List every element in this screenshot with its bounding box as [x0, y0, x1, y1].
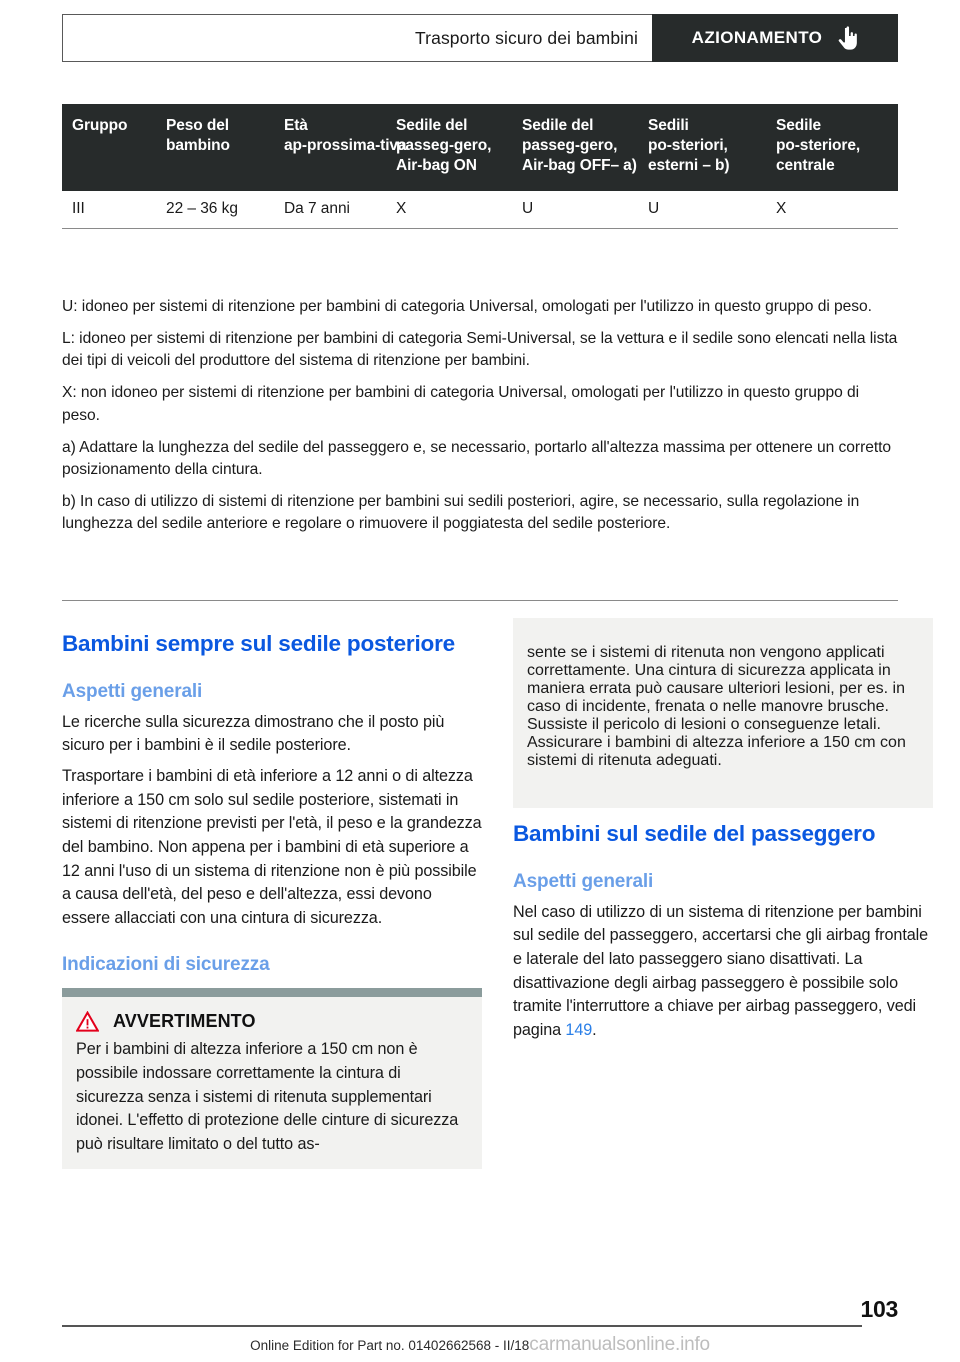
- table-legend-notes: [62, 296, 898, 545]
- page-header: [62, 14, 898, 62]
- table-cell: X: [396, 191, 522, 229]
- warning-box-body: [62, 997, 482, 1168]
- right-paragraph-1: [513, 901, 933, 1043]
- section-divider: [62, 600, 898, 601]
- table-cell: U: [522, 191, 648, 229]
- warning-text-part-1: Per i bambini di altezza inferiore a 150 cm non è possibile indossare correttamente la cintura di sicurezza senza i sistemi di ritenuta supplementari idonei. L'effetto di protezione delle cinture di sicurezza può risultare limitato o del tutto as-: [76, 1040, 459, 1153]
- table-cell: 22 – 36 kg: [166, 191, 284, 229]
- tab-azionamento[interactable]: [652, 14, 898, 62]
- table-header-cell: Sedili po‑steriori, esterni – b): [648, 117, 730, 174]
- tab-azionamento-label: AZIONAMENTO: [691, 28, 823, 47]
- breadcrumb-label: Trasporto sicuro dei bambini: [415, 27, 638, 48]
- warning-box-header: [76, 1011, 468, 1032]
- table-header-cell: Peso del bambino: [166, 117, 230, 154]
- warning-box: [62, 988, 482, 1168]
- table-header-cell: Sedile del passeg‑gero, Air‑bag OFF– a): [522, 117, 637, 174]
- right-paragraph-1-tail: .: [592, 1020, 597, 1039]
- table-header-cell: Età ap‑prossima‑tiva: [284, 117, 407, 154]
- edition-text: Online Edition for Part no. 01402662568 - II/18: [250, 1338, 530, 1353]
- table-cell: III: [62, 191, 166, 229]
- warning-triangle-icon: [76, 1011, 99, 1032]
- table-header-cell: Sedile del passeg‑gero, Air‑bag ON: [396, 117, 492, 174]
- legend-note-u: U: idoneo per sistemi di ritenzione per bambini di categoria Universal, omologati per l'utilizzo in questo gruppo di peso.: [62, 298, 872, 315]
- right-column: [513, 618, 933, 1043]
- subheading-aspetti-generali-left: Aspetti generali: [62, 680, 203, 702]
- legend-note-l: L: idoneo per sistemi di ritenzione per bambini di categoria Semi-Universal, se la vettura e il sedile sono elencati nella lista dei tipi di veicoli del produttore del sistema di ritenzione per bambini.: [62, 330, 898, 370]
- breadcrumb: [62, 14, 652, 62]
- pointing-hand-icon: [838, 26, 858, 50]
- footer-divider: [62, 1325, 862, 1327]
- child-seat-table-container: [62, 104, 898, 229]
- right-paragraph-1-text: Nel caso di utilizzo di un sistema di ritenzione per bambini sul sedile del passeggero, accertarsi che gli airbag frontale e laterale del lato passeggero siano disattivati. La disattivazione degli airbag passeggero è possibile solo tramite l'interruttore a chiave per airbag passeggero, vedi pagina: [513, 902, 929, 1039]
- left-paragraph-2: Trasportare i bambini di età inferiore a 12 anni o di altezza inferiore a 150 cm solo sul sedile posteriore, sistemati in sistemi di ritenzione previsti per l'età, il peso e la grandezza del bambino. Non appena per i bambini di età superiore a 12 anni l'uso di un sistema di ritenzione non è più possibile a causa dell'età, del peso e dell'altezza, essi devono essere allacciati con una cintura di sicurezza.: [62, 766, 482, 927]
- footer-text: [0, 1334, 960, 1356]
- page-number: 103: [860, 1296, 898, 1322]
- table-cell: X: [776, 191, 898, 229]
- content-columns: [62, 618, 929, 1278]
- left-column: [62, 618, 482, 1169]
- legend-note-x: X: non idoneo per sistemi di ritenzione per bambini di categoria Universal, omologati per l'utilizzo in questo gruppo di peso.: [62, 384, 860, 424]
- legend-note-b: b) In caso di utilizzo di sistemi di ritenzione per bambini sui sedili posteriori, agire, se necessario, sulla regolazione in lunghezza del sedile anteriore e regolare o rimuovere il poggiatesta del sedile posteriore.: [62, 492, 860, 533]
- legend-note-a: a) Adattare la lunghezza del sedile del passeggero e, se necessario, portarlo all'altezza massima per ottenere un corretto posizionamento della cintura.: [62, 438, 892, 478]
- warning-title: AVVERTIMENTO: [113, 1011, 256, 1032]
- table-cell: U: [648, 191, 776, 229]
- warning-box-top-bar: [62, 988, 482, 997]
- page-title-passenger-seat: Bambini sul sedile del passeggero: [513, 821, 876, 846]
- warning-text-part-2: sente se i sistemi di ritenuta non vengono applicati correttamente. Una cintura di sicurezza applicata in maniera errata può causare ulteriori lesioni, per es. in caso di incidente, frenata o nelle manovre brusche. Sussiste il pericolo di lesioni o conseguenze letali. Assicurare i bambini di altezza inferiore a 150 cm con sistemi di ritenuta adeguati.: [527, 644, 906, 769]
- table-header-cell: Gruppo: [72, 117, 128, 134]
- subheading-indicazioni-di-sicurezza: Indicazioni di sicurezza: [62, 953, 270, 975]
- table-header-cell: Sedile po‑steriore, centrale: [776, 117, 861, 174]
- table-cell: Da 7 anni: [284, 191, 396, 229]
- page-title-rear-seat: Bambini sempre sul sedile posteriore: [62, 631, 455, 656]
- subheading-aspetti-generali-right: Aspetti generali: [513, 870, 654, 892]
- table-header-row: [62, 104, 898, 191]
- left-paragraph-1: Le ricerche sulla sicurezza dimostrano che il posto più sicuro per i bambini è il sedile posteriore.: [62, 712, 445, 755]
- page-reference-link[interactable]: 149: [565, 1020, 593, 1039]
- watermark-text: carmanualsonline.info: [529, 1334, 710, 1355]
- child-seat-table: [62, 104, 898, 229]
- table-row: [62, 191, 898, 229]
- warning-box-continuation: [513, 618, 933, 808]
